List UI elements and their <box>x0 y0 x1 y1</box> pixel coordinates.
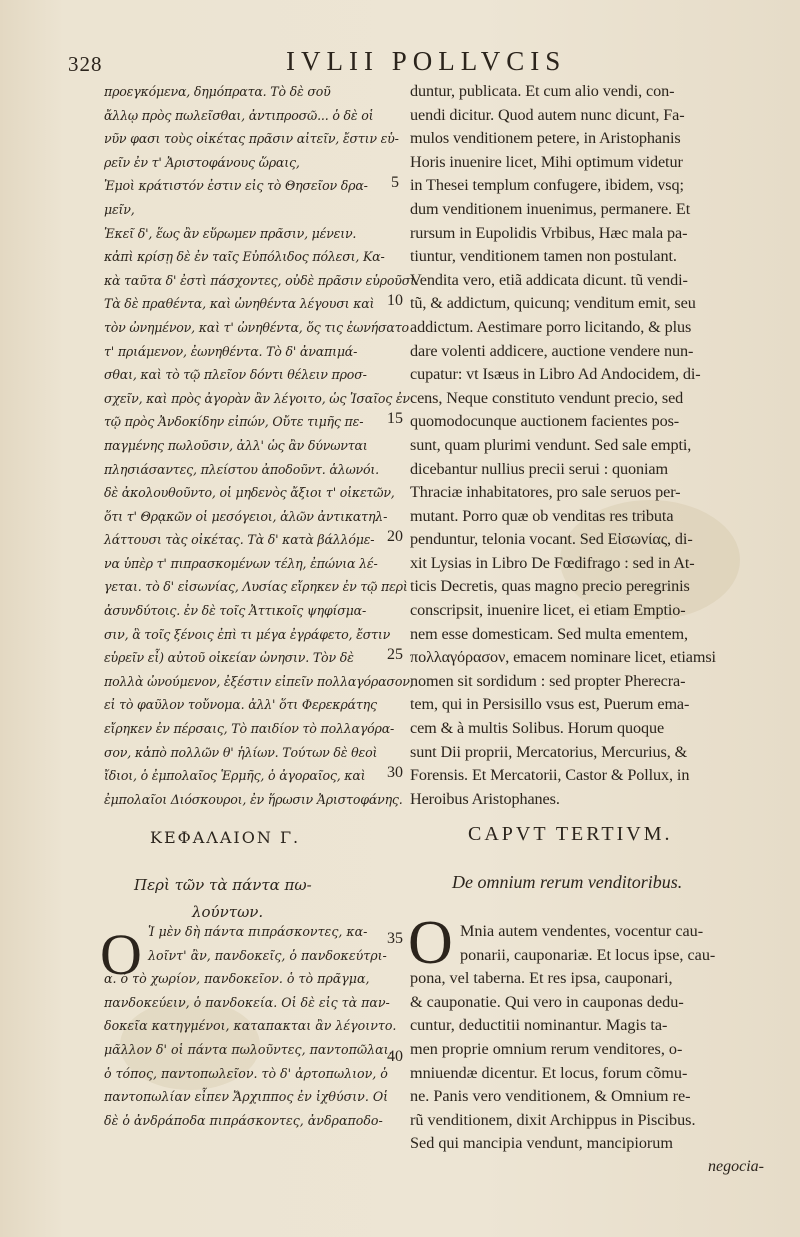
text-line: ponarii, cauponariæ. Et locus ipse, cau- <box>460 945 716 964</box>
text-line: quomodocunque auctionem facientes pos- <box>410 412 680 431</box>
text-line: tũ, & addictum, quicunq; venditum emit, seu <box>410 294 696 313</box>
text-line: cupatur: vt Isæus in Libro Ad Andocidem, di- <box>410 365 701 384</box>
text-line: men proprie omnium rerum venditores, o- <box>410 1039 683 1058</box>
text-line: τῷ πρὸς Ἀνδοκίδην εἰπών, Οὔτε τιμῆς πε- <box>104 414 364 430</box>
text-line: σον, κἀπὸ πολλῶν θ' ἡλίων. Τούτων δὲ θεοὶ <box>104 744 378 760</box>
text-line: σιν, ἃ τοῖς ξένοις ἐπὶ τι μέγα ἐγράφετο, ἔστιν <box>104 626 391 642</box>
text-line: δὲ ἀκολουθοῦντο, οἱ μηδενὸς ἄξιοι τ' οἰκετῶν, <box>104 485 395 501</box>
text-line: πολλὰ ὠνούμενον, ἐξέστιν εἰπεῖν πολλαγόρασον, <box>104 673 414 689</box>
text-line: προεγκόμενα, δημόπρατα. Τὸ δὲ σοῦ <box>104 84 331 99</box>
text-line: cem & à multis Solibus. Horum quoque <box>410 719 665 738</box>
text-line: Ἱ μὲν δὴ πάντα πιπράσκοντες, κα- <box>148 924 368 939</box>
greek-dropcap: Ο <box>100 922 142 987</box>
line-number: 10 <box>387 292 403 310</box>
text-line: τὸν ὠνημένον, καὶ τ' ὠνηθέντα, ὅς τις ἐωνήσατο <box>104 319 409 335</box>
latin-text-column <box>410 80 778 811</box>
line-number: 5 <box>391 174 399 192</box>
running-title: IVLII POLLVCIS <box>286 46 567 76</box>
text-line: λοῖντ' ἂν, πανδοκεῖς, ὁ πανδοκεύτρι- <box>148 947 387 963</box>
text-line: πολλαγόρασον, emacem nominare licet, etiamsi <box>410 648 716 667</box>
line-number: 20 <box>387 528 403 546</box>
text-line: παγμένης πωλοῦσιν, ἀλλ' ὡς ἂν δύνωνται <box>104 437 368 453</box>
text-line: nem esse domesticam. Sed multa ementem, <box>410 624 688 643</box>
text-line: ἴδιοι, ὁ ἐμπολαῖος Ἑρμῆς, ὁ ἀγοραῖος, καὶ <box>104 768 366 784</box>
text-line: sunt, quam plurimi vendunt. Sed sale empti, <box>410 435 692 454</box>
line-number: 35 <box>387 930 403 947</box>
text-line: nomen sit sordidum : sed propter Pherecra- <box>410 671 686 690</box>
text-line: ne. Panis vero venditionem, & Omnium re- <box>410 1087 691 1106</box>
text-line: cens, Neque constituto vendunt precio, sed <box>410 388 684 407</box>
text-line: α. ὁ τὸ χωρίον, πανδοκεῖον. ὁ τὸ πρᾶγμα, <box>104 971 370 987</box>
latin-dropcap: O <box>408 909 453 977</box>
text-line: ρεῖν ἐν τ' Ἀριστοφάνους ὥραις, <box>104 154 300 170</box>
text-line: γεται. τὸ δ' εἰσωνίας, Λυσίας εἴρηκεν ἐν τῷ περὶ <box>104 579 408 595</box>
text-line: δὲ ὁ ἀνδράποδα πιπράσκοντες, ἀνδραποδο- <box>104 1112 383 1128</box>
greek-subtitle-line: Περὶ τῶν τὰ πάντα πω- <box>134 876 312 894</box>
text-line: να ὑπὲρ τ' πιπρασκομένων τέλη, ἐπώνια λέ- <box>104 555 378 571</box>
text-line: rursum in Eupolidis Vrbibus, Hæc mala pa- <box>410 223 688 242</box>
text-line: ἀσυνδύτοις. ἐν δὲ τοῖς Ἀττικοῖς ψηφίσμα- <box>104 603 367 619</box>
text-line: Thraciæ inhabitatores, pro sale seruos per- <box>410 483 681 502</box>
text-line: σθαι, καὶ τὸ τῷ πλεῖον δόντι θέλειν προσ- <box>104 367 367 383</box>
text-line: mulos venditionem petere, in Aristophanis <box>410 129 681 148</box>
text-line: Ἐμοὶ κράτιστόν ἐστιν εἰς τὸ Θησεῖον δρα- <box>104 178 368 194</box>
text-line: mniuendæ dicentur. Et locus, forum cõmu- <box>410 1063 688 1082</box>
line-number: 30 <box>387 764 403 782</box>
text-line: νῦν φασι τοὺς οἰκέτας πρᾶσιν αἰτεῖν, ἔστιν εὑ- <box>104 131 399 147</box>
text-line: & cauponatie. Qui vero in cauponas dedu- <box>410 992 684 1011</box>
text-line: xit Lysias in Libro De Fœdifrago : sed in At- <box>410 553 695 572</box>
text-line: κἀπὶ κρίσῃ δὲ ἐν ταῖς Εὐπόλιδος πόλεσι, Κα- <box>104 249 385 265</box>
text-line: τ' πριάμενον, ἐωνηθέντα. Τὸ δ' ἀναπιμά- <box>104 343 358 359</box>
catchword: negocia- <box>708 1158 764 1175</box>
text-line: Horis inuenire licet, Mihi optimum videtur <box>410 152 683 171</box>
text-line: εἰ τὸ φαῦλον τοὔνομα. ἀλλ' ὅτι Φερεκράτης <box>104 697 377 713</box>
text-line: dare volenti addicere, auctione vendere nun- <box>410 341 694 360</box>
text-line: λάττουσι τὰς οἰκέτας. Τὰ δ' κατὰ βάλλόμε- <box>104 532 375 548</box>
text-line: rũ venditionem, dixit Archippus in Piscibus. <box>410 1110 696 1129</box>
line-number: 25 <box>387 646 403 664</box>
text-line: μᾶλλον δ' οἱ πάντα πωλοῦντες, παντοπῶλαι. <box>104 1041 393 1057</box>
text-line: ὅτι τ' Θρᾳκῶν οἱ μεσόγειοι, ἁλῶν ἀντικατηλ- <box>104 508 388 524</box>
text-line: uendi dicitur. Quod autem nunc dicunt, Fa- <box>410 105 685 124</box>
text-line: dum venditionem inuenimus, permanere. Et <box>410 199 691 218</box>
page-number: 328 <box>68 52 103 76</box>
text-line: sunt Dii proprii, Mercatorius, Mercurius, & <box>410 742 688 761</box>
text-line: πανδοκεύειν, ὁ πανδοκεία. Οἱ δὲ εἰς τὰ παν- <box>104 994 390 1010</box>
text-line: ἄλλῳ πρὸς πωλεῖσθαι, ἀντιπροσῶ... ὁ δὲ οἱ <box>104 107 374 123</box>
text-line: Sed qui mancipia vendunt, mancipiorum <box>410 1134 673 1153</box>
text-line: pona, vel taberna. Et res ipsa, cauponari, <box>410 969 673 988</box>
text-line: in Thesei templum confugere, ibidem, vsq; <box>410 176 684 195</box>
text-line: πλησιάσαντες, πλείστου ἀποδοῦντ. ἁλωνόι. <box>104 461 379 477</box>
text-line: tem, qui in Persisillo vsus est, Puerum ema- <box>410 695 690 714</box>
text-line: duntur, publicata. Et cum alio vendi, con- <box>410 82 675 100</box>
line-number: 40 <box>387 1048 403 1065</box>
text-line: Forensis. Et Mercatorii, Castor & Pollux, in <box>410 766 690 785</box>
text-line: Vendita vero, etiã addicata dicunt. tũ vendi- <box>410 270 688 289</box>
text-line: δοκεῖα κατηγμένοι, καταπακται ἂν λέγοιντο. <box>104 1018 397 1034</box>
text-line: σχεῖν, καὶ πρὸς ἀγορὰν ἂν λέγοιτο, ὡς Ἰσαῖος ἐν <box>104 390 410 406</box>
text-line: ἐμπολαῖοι Διόσκουροι, ἐν ἥρωσιν Ἀριστοφάνης. <box>104 791 403 807</box>
running-head <box>0 44 800 78</box>
latin-chapter-heading: CAPVT TERTIVM. <box>468 823 673 845</box>
text-line: εὑρεῖν εἶ) αὐτοῦ οἰκείαν ὠνησιν. Τὸν δὲ <box>104 650 354 666</box>
text-line: cuntur, deductitii nominantur. Magis ta- <box>410 1016 668 1035</box>
text-line: conscripsit, inuenire licet, ei etiam Emptio- <box>410 601 686 620</box>
latin-chapter-subtitle: De omnium rerum venditoribus. <box>452 872 683 892</box>
text-line: tiuntur, venditionem tamen non postulant. <box>410 247 677 266</box>
text-line: εἴρηκεν ἐν πέρσαις, Τὸ παιδίον τὸ πολλαγόρα- <box>104 721 395 737</box>
text-line: παντοπωλίαν εἶπεν Ἄρχιππος ἐν ἰχθύσιν. Οἱ <box>104 1089 389 1105</box>
text-line: mutant. Porro quæ ob venditas res tributa <box>410 506 674 525</box>
text-line: dicebantur nullius precii serui : quoniam <box>410 459 668 478</box>
text-line: ὁ τόπος, παντοπωλεῖον. τὸ δ' ἀρτοπωλιον, ὁ <box>104 1065 388 1081</box>
text-line: penduntur, telonia vocant. Sed Εἰσωνίας, di- <box>410 530 693 549</box>
text-line: μεῖν, <box>104 201 135 217</box>
text-line: Heroibus Aristophanes. <box>410 789 560 808</box>
greek-subtitle-line: λούντων. <box>192 903 264 921</box>
greek-chapter-subtitle <box>134 872 364 926</box>
text-line: addictum. Aestimare porro licitando, & plus <box>410 317 692 336</box>
greek-chapter-heading: ΚΕΦΑΛΑΙΟΝ Γ. <box>150 828 301 847</box>
text-line: Ἐκεῖ δ', ἕως ἂν εὕρωμεν πρᾶσιν, μένειν. <box>104 225 357 241</box>
text-line: Mnia autem vendentes, vocentur cau- <box>460 922 704 940</box>
latin-text-column-2 <box>410 920 778 1156</box>
line-number: 15 <box>387 410 403 428</box>
text-line: ticis Decretis, quas magno precio peregrinis <box>410 577 690 596</box>
text-line: Τὰ δὲ πραθέντα, καὶ ὠνηθέντα λέγουσι καὶ <box>104 296 375 312</box>
text-line: κὰ ταῦτα δ' ἐστὶ πάσχοντες, οὐδὲ πρᾶσιν εὑροῦσι. <box>104 272 419 288</box>
